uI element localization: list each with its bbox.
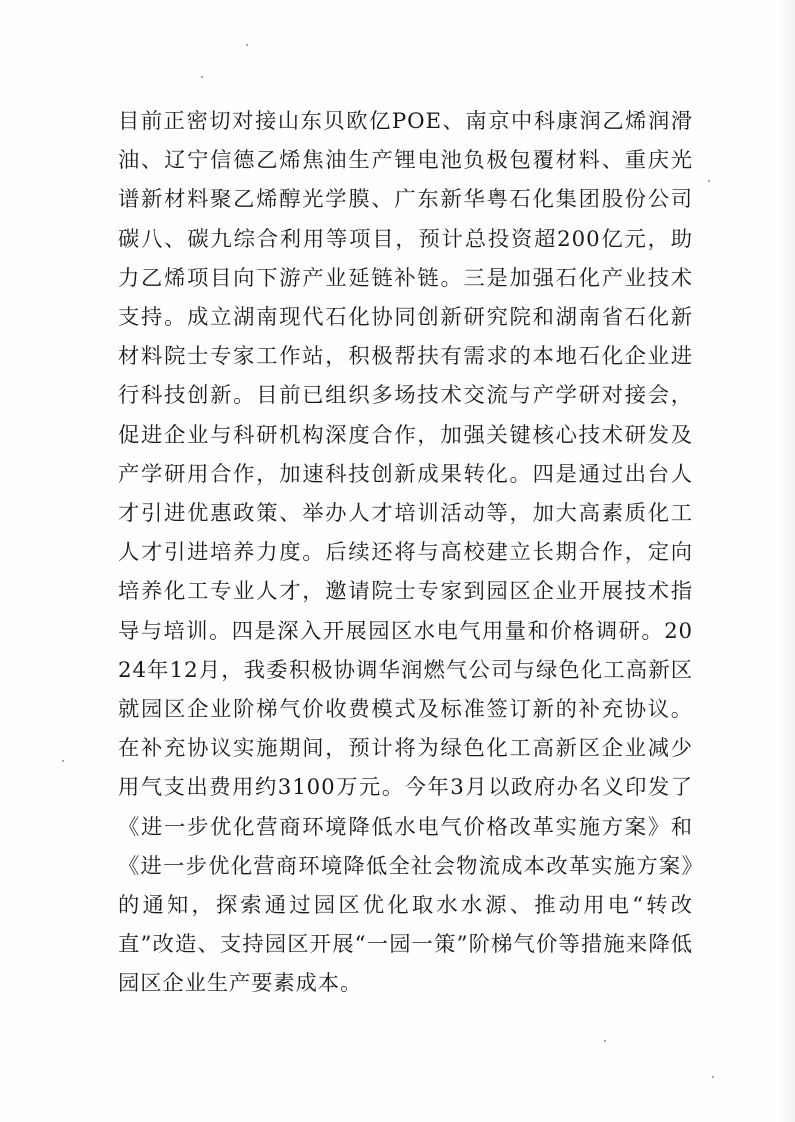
scan-edge-shade bbox=[777, 0, 795, 1122]
scan-speck bbox=[604, 1040, 606, 1042]
scan-speck bbox=[708, 180, 710, 182]
scan-speck bbox=[201, 76, 203, 78]
scan-speck bbox=[246, 44, 248, 46]
body-paragraph: 目前正密切对接山东贝欧亿POE、南京中科康润乙烯润滑油、辽宁信德乙烯焦油生产锂电池负极包覆材料、重庆光谱新材料聚乙烯醇光学膜、广东新华粤石化集团股份公司碳八、碳九综合利用等项目，预计总投资超200亿元，助力乙烯项目向下游产业延链补链。三是加强石化产业技术支持。成立湖南现代石化协同创新研究院和湖南省石化新材料院士专家工作站，积极帮扶有需求的本地石化企业进行科技创新。目前已组织多场技术交流与产学研对接会，促进企业与科研机构深度合作，加强关键核心技术研发及产学研用合作，加速科技创新成果转化。四是通过出台人才引进优惠政策、举办人才培训活动等，加大高素质化工人才引进培养力度。后续还将与高校建立长期合作，定向培养化工专业人才，邀请院士专家到园区企业开展技术指导与培训。四是深入开展园区水电气用量和价格调研。2024年12月，我委积极协调华润燃气公司与绿色化工高新区就园区企业阶梯气价收费模式及标准签订新的补充协议。在补充协议实施期间，预计将为绿色化工高新区企业减少用气支出费用约3100万元。今年3月以政府办名义印发了《进一步优化营商环境降低水电气价格改革实施方案》和《进一步优化营商环境降低全社会物流成本改革实施方案》的通知，探索通过园区优化取水水源、推动用电“转改直”改造、支持园区开展“一园一策”阶梯气价等措施来降低园区企业生产要素成本。 bbox=[118, 109, 693, 997]
scan-speck bbox=[712, 1076, 714, 1078]
scan-speck bbox=[62, 760, 64, 762]
